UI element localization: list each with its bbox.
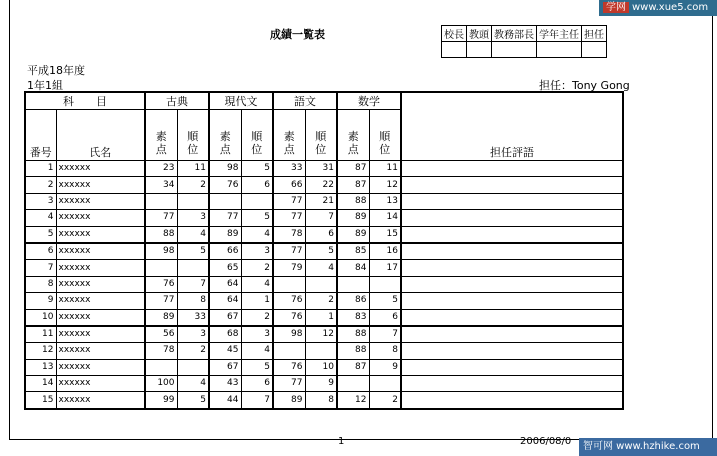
rank-cell: 2 [305,293,337,309]
comment-cell [401,293,623,309]
score-cell: 77 [273,376,305,392]
rank-cell: 3 [177,326,209,343]
watermark-tag: 学网 [603,2,629,13]
score-cell [209,193,241,209]
rank-cell: 5 [305,243,337,260]
row-number: 14 [25,376,56,392]
row-number: 9 [25,293,56,309]
score-cell: 87 [337,177,369,193]
score-cell: 98 [209,161,241,177]
score-cell: 23 [145,161,177,177]
subject-header-label: 科 目 [25,92,145,110]
comment-cell [401,260,623,276]
score-cell: 77 [273,210,305,226]
row-number: 7 [25,260,56,276]
rank-cell: 4 [241,343,273,359]
student-name: xxxxxx [56,243,145,260]
score-cell: 78 [273,226,305,243]
score-cell: 87 [337,161,369,177]
rank-cell: 10 [305,359,337,375]
comment-cell [401,343,623,359]
watermark-top[interactable] [599,0,717,16]
score-cell: 77 [273,243,305,260]
score-cell: 79 [273,260,305,276]
score-cell: 33 [273,161,305,177]
rank-cell: 4 [177,226,209,243]
stamp-box [492,42,537,58]
rank-cell: 15 [369,226,401,243]
page-title: 成績一覧表 [270,28,325,41]
rank-cell: 5 [177,243,209,260]
rank-cell: 5 [369,293,401,309]
comment-cell [401,193,623,209]
class-name: 1年1組 [27,79,63,92]
rank-cell: 4 [305,260,337,276]
rank-cell: 8 [305,392,337,409]
rank-cell [177,260,209,276]
watermark-url: www.xue5.com [632,2,709,13]
rank-cell: 6 [241,376,273,392]
row-number: 5 [25,226,56,243]
student-name: xxxxxx [56,210,145,226]
score-cell [145,193,177,209]
score-cell: 89 [337,210,369,226]
rank-cell: 2 [241,260,273,276]
row-number: 12 [25,343,56,359]
table-row [25,276,623,292]
rank-cell: 1 [305,309,337,326]
score-cell: 100 [145,376,177,392]
score-cell: 83 [337,309,369,326]
score-cell: 76 [209,177,241,193]
score-cell [273,343,305,359]
rank-cell: 11 [177,161,209,177]
student-name: xxxxxx [56,309,145,326]
score-cell: 66 [209,243,241,260]
table-row [25,343,623,359]
rank-cell: 11 [369,161,401,177]
row-number: 13 [25,359,56,375]
student-name: xxxxxx [56,326,145,343]
subject-header: 古典 [145,92,209,110]
comment-cell [401,326,623,343]
student-name: xxxxxx [56,161,145,177]
rank-cell: 5 [241,161,273,177]
rank-cell: 6 [305,226,337,243]
score-cell: 89 [145,309,177,326]
comment-header: 担任評語 [401,92,623,161]
table-row [25,226,623,243]
score-cell: 78 [145,343,177,359]
table-row [25,359,623,375]
row-number: 1 [25,161,56,177]
rank-cell: 21 [305,193,337,209]
rank-header: 順位 [187,130,199,156]
rank-cell: 14 [369,210,401,226]
rank-cell: 9 [305,376,337,392]
stamp-header: 担任 [582,26,607,42]
score-cell: 44 [209,392,241,409]
table-row [25,326,623,343]
score-cell: 68 [209,326,241,343]
student-name: xxxxxx [56,177,145,193]
score-cell: 77 [145,210,177,226]
score-cell: 88 [337,343,369,359]
table-row [25,309,623,326]
subject-header: 語文 [273,92,337,110]
rank-header: 順位 [379,130,391,156]
score-cell: 67 [209,309,241,326]
student-name: xxxxxx [56,276,145,292]
student-name: xxxxxx [56,343,145,359]
rank-cell: 5 [177,392,209,409]
score-cell: 64 [209,293,241,309]
subject-header: 数学 [337,92,401,110]
score-header: 素点 [347,130,359,156]
rank-cell: 2 [241,309,273,326]
score-cell: 76 [273,293,305,309]
student-name: xxxxxx [56,260,145,276]
table-row [25,293,623,309]
score-cell: 76 [273,309,305,326]
score-cell: 89 [337,226,369,243]
rank-cell: 31 [305,161,337,177]
fiscal-year: 平成18年度 [27,64,85,77]
rank-cell: 4 [177,376,209,392]
comment-cell [401,243,623,260]
student-name: xxxxxx [56,226,145,243]
grade-table [24,91,624,410]
rank-cell: 8 [369,343,401,359]
score-cell [337,276,369,292]
score-cell: 67 [209,359,241,375]
table-row [25,161,623,177]
table-row [25,392,623,409]
score-cell [273,276,305,292]
row-number: 3 [25,193,56,209]
score-cell: 43 [209,376,241,392]
comment-cell [401,276,623,292]
table-row [25,177,623,193]
approval-stamp-table [441,25,607,58]
rank-cell [241,193,273,209]
row-number: 11 [25,326,56,343]
score-cell: 88 [145,226,177,243]
comment-cell [401,226,623,243]
score-header: 素点 [155,130,167,156]
score-cell: 65 [209,260,241,276]
rank-cell [369,376,401,392]
score-cell: 87 [337,359,369,375]
score-header: 素点 [219,130,231,156]
student-name: xxxxxx [56,376,145,392]
stamp-header: 学年主任 [537,26,582,42]
name-header: 氏名 [56,110,145,161]
rank-cell: 33 [177,309,209,326]
stamp-header: 教頭 [467,26,492,42]
row-number: 10 [25,309,56,326]
rank-cell: 4 [241,276,273,292]
rank-cell [305,343,337,359]
stamp-header: 教務部長 [492,26,537,42]
number-header: 番号 [25,110,56,161]
row-number: 4 [25,210,56,226]
score-cell [145,359,177,375]
score-cell: 99 [145,392,177,409]
rank-cell: 1 [241,293,273,309]
rank-cell: 3 [177,210,209,226]
student-name: xxxxxx [56,193,145,209]
comment-cell [401,309,623,326]
score-cell: 76 [145,276,177,292]
row-number: 2 [25,177,56,193]
score-cell: 88 [337,193,369,209]
rank-header: 順位 [251,130,263,156]
comment-cell [401,177,623,193]
rank-cell: 3 [241,326,273,343]
comment-cell [401,376,623,392]
score-cell: 98 [273,326,305,343]
stamp-box [582,42,607,58]
score-cell: 98 [145,243,177,260]
row-number: 8 [25,276,56,292]
rank-cell [177,359,209,375]
rank-cell: 7 [369,326,401,343]
rank-cell: 16 [369,243,401,260]
comment-cell [401,210,623,226]
rank-cell: 5 [241,359,273,375]
stamp-header: 校長 [442,26,467,42]
score-cell: 77 [145,293,177,309]
comment-cell [401,359,623,375]
rank-cell: 12 [305,326,337,343]
stamp-box [442,42,467,58]
score-cell: 64 [209,276,241,292]
score-cell: 88 [337,326,369,343]
page-number: 1 [338,436,345,447]
score-cell: 77 [273,193,305,209]
table-row [25,193,623,209]
score-cell: 77 [209,210,241,226]
rank-cell: 7 [241,392,273,409]
score-cell: 56 [145,326,177,343]
stamp-box [467,42,492,58]
score-cell [337,376,369,392]
rank-header: 順位 [315,130,327,156]
comment-cell [401,392,623,409]
score-cell [145,260,177,276]
rank-cell [177,193,209,209]
table-row [25,260,623,276]
rank-cell: 6 [241,177,273,193]
score-header: 素点 [283,130,295,156]
table-row [25,376,623,392]
table-row [25,210,623,226]
score-cell: 86 [337,293,369,309]
rank-cell: 13 [369,193,401,209]
student-name: xxxxxx [56,293,145,309]
score-cell: 76 [273,359,305,375]
print-date: 2006/08/0 [520,436,572,447]
score-cell: 34 [145,177,177,193]
subject-header: 現代文 [209,92,273,110]
rank-cell: 3 [241,243,273,260]
rank-cell: 8 [177,293,209,309]
stamp-box [537,42,582,58]
rank-cell: 9 [369,359,401,375]
score-cell: 12 [337,392,369,409]
watermark-bottom[interactable]: 智可网 www.hzhike.com [579,438,717,456]
student-name: xxxxxx [56,392,145,409]
teacher-name: 担任：Tony Gong [539,79,630,92]
rank-cell: 22 [305,177,337,193]
score-cell: 89 [273,392,305,409]
rank-cell [305,276,337,292]
rank-cell: 2 [369,392,401,409]
rank-cell: 6 [369,309,401,326]
score-cell: 45 [209,343,241,359]
rank-cell: 7 [177,276,209,292]
rank-cell: 2 [177,343,209,359]
rank-cell [369,276,401,292]
score-cell: 89 [209,226,241,243]
table-row [25,243,623,260]
rank-cell: 12 [369,177,401,193]
score-cell: 66 [273,177,305,193]
rank-cell: 4 [241,226,273,243]
rank-cell: 2 [177,177,209,193]
score-cell: 85 [337,243,369,260]
row-number: 6 [25,243,56,260]
score-cell: 84 [337,260,369,276]
student-name: xxxxxx [56,359,145,375]
row-number: 15 [25,392,56,409]
rank-cell: 5 [241,210,273,226]
comment-cell [401,161,623,177]
rank-cell: 7 [305,210,337,226]
rank-cell: 17 [369,260,401,276]
